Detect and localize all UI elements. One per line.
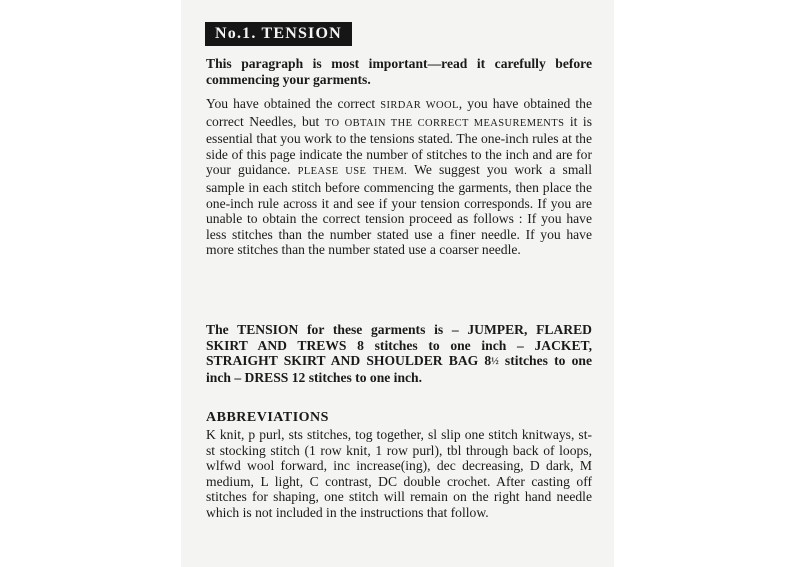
obtain-measurements-text: TO OBTAIN THE CORRECT MEASUREMENTS bbox=[324, 117, 565, 129]
tension-statement bbox=[206, 322, 592, 385]
please-use-them-text: PLEASE USE THEM. bbox=[297, 166, 408, 178]
abbreviations-text: K knit, p purl, sts stitches, tog together, sl slip one stitch knitways, st-st stocking stitch (1 row knit, 1 row purl), tbl through back of loops, wlfwd wool forward, inc increase(ing), dec decreasing, D dark, M medium, L light, C contrast, DC double crochet. After casting off stitches for shaping, one stitch will remain on the right hand needle which is not included in the instructions that follow. bbox=[206, 427, 592, 520]
body-text: it is essential that you work to the tensions stated. The one-inch rules at the side of this page indicate the number of stitches to the inch and are for your guidance. bbox=[206, 113, 592, 178]
sirdar-wool-text: SIRDAR WOOL bbox=[380, 100, 459, 111]
tension-text: The TENSION for these garments is – JUMPER, FLARED SKIRT AND TREWS 8 stitches to one inch – JACKET, STRAIGHT SKIRT AND SHOULDER BAG 8 bbox=[206, 322, 592, 369]
tension-text: stitches to one inch – DRESS 12 stitches to one inch. bbox=[206, 353, 593, 385]
body-text: , you have obtained the correct Needles, but bbox=[206, 96, 592, 129]
body-text: We suggest you work a small sample in each stitch before commencing the garments, then place the one-inch rule across it and see if your tension corresponds. If you are unable to obtain the correct tension proceed as follows : If you have less stitches than the number stated use a finer needle. If you have more stitches than the number stated use a coarser needle. bbox=[206, 162, 593, 258]
tension-instructions bbox=[206, 96, 592, 258]
intro-warning: This paragraph is most important—read it carefully before commencing your garments. bbox=[206, 56, 592, 87]
half-fraction: ½ bbox=[491, 356, 499, 368]
pattern-page bbox=[181, 0, 614, 567]
abbreviations-title: ABBREVIATIONS bbox=[206, 410, 329, 425]
section-heading: No.1. TENSION bbox=[205, 22, 352, 46]
body-text: You have obtained the correct bbox=[206, 96, 381, 111]
